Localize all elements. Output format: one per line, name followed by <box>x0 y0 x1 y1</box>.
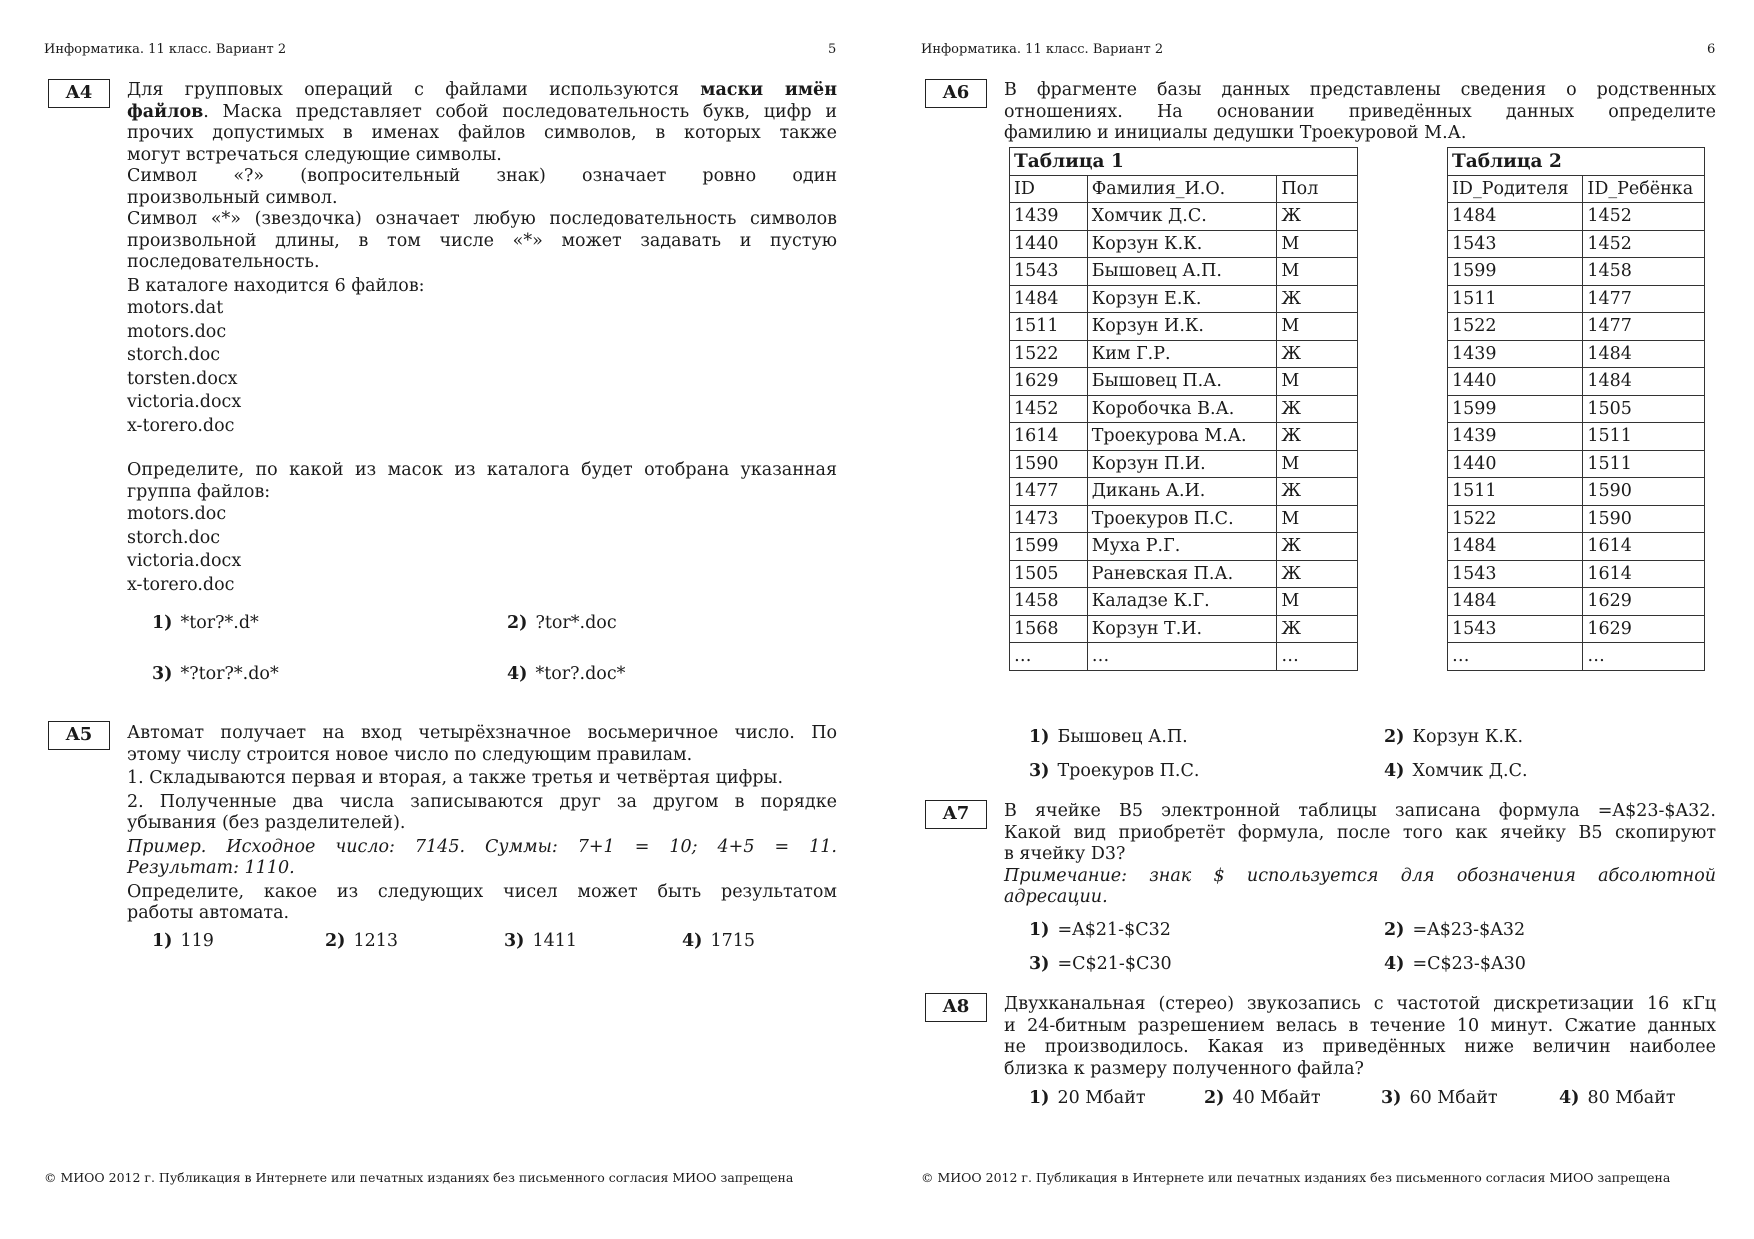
table-cell: 1477 <box>1583 313 1705 341</box>
table-row <box>1010 643 1358 671</box>
table-cell: 1440 <box>1448 450 1583 478</box>
table-row <box>1010 505 1358 533</box>
task-a5-text <box>127 723 837 925</box>
a6-option-3[interactable] <box>1029 761 1199 781</box>
table-cell: Бышовец П.А. <box>1087 368 1277 396</box>
table-cell: 1439 <box>1448 423 1583 451</box>
option-number: 3) <box>1029 761 1050 781</box>
table-cell: 1477 <box>1010 478 1088 506</box>
table-cell: 1629 <box>1583 588 1705 616</box>
option-number: 3) <box>1381 1088 1402 1108</box>
a5-option-2[interactable] <box>325 931 398 951</box>
option-text: ?tor*.doc <box>535 613 617 633</box>
table-row <box>1448 203 1705 231</box>
a5-option-3[interactable] <box>504 931 577 951</box>
option-number: 1) <box>1029 727 1050 747</box>
option-number: 1) <box>1029 1088 1050 1108</box>
a8-option-1[interactable] <box>1029 1088 1146 1108</box>
option-text: 60 Мбайт <box>1409 1088 1498 1108</box>
a5-rule-2-line-2: убывания (без разделителей). <box>127 813 406 833</box>
table-cell: 1458 <box>1010 588 1088 616</box>
table-row <box>1448 258 1705 286</box>
table-cell: Корзун И.К. <box>1087 313 1277 341</box>
table-cell: 1614 <box>1583 533 1705 561</box>
task-tag-a7: A7 <box>925 800 987 829</box>
a4-intro-text-2: . Маска представляет собой последовательность букв, цифр и <box>203 101 837 122</box>
option-number: 3) <box>152 664 173 684</box>
table-row <box>1448 285 1705 313</box>
table-row <box>1010 423 1358 451</box>
a7-line-2: Какой вид приобретёт формула, после того как ячейку B5 скопируют <box>1004 822 1716 843</box>
a4-option-4[interactable] <box>507 664 625 684</box>
table-row <box>1448 423 1705 451</box>
table-cell: 1473 <box>1010 505 1088 533</box>
table-row <box>1010 285 1358 313</box>
a7-option-1[interactable] <box>1029 920 1171 940</box>
selected-file-item: x-torero.doc <box>127 574 235 595</box>
page-header: Информатика. 11 класс. Вариант 2 <box>921 42 1164 57</box>
a4-catalog-intro: В каталоге находится 6 файлов: <box>127 275 425 296</box>
a5-question-line-1: Определите, какое из следующих чисел может быть результатом <box>127 881 837 902</box>
option-number: 4) <box>1384 761 1405 781</box>
a4-intro-line-2 <box>127 102 837 124</box>
table-2 <box>1447 147 1705 671</box>
table-cell: Ким Г.Р. <box>1087 340 1277 368</box>
table-cell: Ж <box>1277 423 1358 451</box>
table-cell: 1599 <box>1010 533 1088 561</box>
column-header: Пол <box>1277 175 1358 203</box>
a4-intro-line-3: прочих допустимых в именах файлов символов, в которых также <box>127 123 837 143</box>
option-text: 80 Мбайт <box>1587 1088 1676 1108</box>
table-row <box>1448 560 1705 588</box>
a4-intro-line-4: могут встречаться следующие символы. <box>127 144 502 165</box>
option-number: 2) <box>507 613 528 633</box>
table-cell: Ж <box>1277 533 1358 561</box>
table-cell: Каладзе К.Г. <box>1087 588 1277 616</box>
option-number: 3) <box>1029 954 1050 974</box>
table-1 <box>1009 147 1358 671</box>
option-text: 119 <box>180 931 214 951</box>
column-header: Фамилия_И.О. <box>1087 175 1277 203</box>
table-cell: 1505 <box>1010 560 1088 588</box>
table-cell: 1511 <box>1448 478 1583 506</box>
a5-example-line-2: Результат: 1110. <box>127 858 295 878</box>
a7-option-3[interactable] <box>1029 954 1172 974</box>
table-header-row <box>1448 175 1705 203</box>
table-cell: 1484 <box>1583 340 1705 368</box>
selected-file-item: motors.doc <box>127 504 227 524</box>
table-cell: 1440 <box>1010 230 1088 258</box>
a4-star-line-1: Символ «*» (звездочка) означает любую последовательность символов <box>127 209 837 229</box>
a4-qmark-line-1: Символ «?» (вопросительный знак) означает ровно один <box>127 166 837 186</box>
task-a4-text <box>127 80 837 597</box>
task-tag-a8: A8 <box>925 993 987 1022</box>
table-cell: М <box>1277 313 1358 341</box>
table-row <box>1448 340 1705 368</box>
a4-question-line-1: Определите, по какой из масок из каталога будет отобрана указанная <box>127 460 837 480</box>
table-cell: 1599 <box>1448 258 1583 286</box>
option-text: =C$23-$A30 <box>1412 954 1526 974</box>
a4-option-3[interactable] <box>152 664 279 684</box>
table-cell: 1543 <box>1448 615 1583 643</box>
table-cell: Троекуров П.С. <box>1087 505 1277 533</box>
table-cell: 1439 <box>1010 203 1088 231</box>
a4-option-2[interactable] <box>507 613 617 633</box>
file-item: motors.doc <box>127 321 227 342</box>
option-text: Бышовец А.П. <box>1057 727 1188 747</box>
table-cell: 1484 <box>1010 285 1088 313</box>
table-cell: Ж <box>1277 560 1358 588</box>
option-number: 1) <box>152 931 173 951</box>
a4-intro-bold-2: файлов <box>127 101 204 122</box>
column-header: ID_Ребёнка <box>1583 175 1705 203</box>
task-a8-text <box>1004 994 1716 1080</box>
table-cell: 1484 <box>1448 588 1583 616</box>
option-text: 20 Мбайт <box>1057 1088 1146 1108</box>
table-cell: 1511 <box>1448 285 1583 313</box>
table-cell: М <box>1277 588 1358 616</box>
table-cell: Корзун Т.И. <box>1087 615 1277 643</box>
option-number: 2) <box>1384 920 1405 940</box>
table-cell: … <box>1277 643 1358 671</box>
table-cell: 1614 <box>1010 423 1088 451</box>
page-number: 5 <box>828 42 837 57</box>
table-cell: 1543 <box>1010 258 1088 286</box>
a6-line-2: отношениях. На основании приведённых данных определите <box>1004 101 1716 122</box>
file-item: x-torero.doc <box>127 415 235 436</box>
table-row <box>1010 615 1358 643</box>
table-cell: 1440 <box>1448 368 1583 396</box>
table-cell: 1568 <box>1010 615 1088 643</box>
option-text: *tor?.doc* <box>535 664 626 684</box>
table-cell: М <box>1277 505 1358 533</box>
a5-option-1[interactable] <box>152 931 214 951</box>
option-text: Корзун К.К. <box>1412 727 1524 747</box>
a5-rule-2-line-1: 2. Полученные два числа записываются друг за другом в порядке <box>127 791 837 812</box>
a8-line-4: близка к размеру полученного файла? <box>1004 1058 1364 1079</box>
table-row <box>1010 340 1358 368</box>
option-text: 1411 <box>532 931 578 951</box>
a6-line-3: фамилию и инициалы дедушки Троекуровой М.А. <box>1004 123 1467 143</box>
table-cell: Ж <box>1277 395 1358 423</box>
a4-file-list <box>127 297 837 438</box>
a8-option-2[interactable] <box>1204 1088 1321 1108</box>
a4-star-line-2: произвольной длины, в том числе «*» может задавать и пустую <box>127 230 837 251</box>
a7-line-3: в ячейку D3? <box>1004 844 1126 864</box>
column-header: ID_Родителя <box>1448 175 1583 203</box>
a8-option-4[interactable] <box>1559 1088 1676 1108</box>
a7-line-1: В ячейке B5 электронной таблицы записана формула =A$23-$A32. <box>1004 801 1716 821</box>
a5-question-line-2: работы автомата. <box>127 903 290 923</box>
table-row <box>1010 588 1358 616</box>
table-cell: … <box>1448 643 1583 671</box>
table-row <box>1010 368 1358 396</box>
table-cell: 1511 <box>1583 423 1705 451</box>
table-row <box>1448 505 1705 533</box>
option-number: 4) <box>507 664 528 684</box>
table-cell: 1484 <box>1583 368 1705 396</box>
table-cell: Раневская П.А. <box>1087 560 1277 588</box>
option-text: =C$21-$C30 <box>1057 954 1172 974</box>
option-text: =A$21-$C32 <box>1057 920 1171 940</box>
file-item: storch.doc <box>127 345 221 365</box>
table-row <box>1448 395 1705 423</box>
a5-rule-1: 1. Складываются первая и вторая, а также третья и четвёртая цифры. <box>127 768 784 788</box>
table-cell: 1590 <box>1010 450 1088 478</box>
table-cell: Корзун К.К. <box>1087 230 1277 258</box>
table-cell: 1522 <box>1010 340 1088 368</box>
column-header: ID <box>1010 175 1088 203</box>
option-text: *?tor?*.do* <box>180 664 279 684</box>
option-text: Троекуров П.С. <box>1057 761 1200 781</box>
table-cell: 1505 <box>1583 395 1705 423</box>
a4-selected-list <box>127 503 837 597</box>
table-row <box>1448 313 1705 341</box>
table-cell: 1452 <box>1010 395 1088 423</box>
table-row <box>1010 478 1358 506</box>
page-footer: © МИОО 2012 г. Публикация в Интернете или печатных изданиях без письменного согласия МИОО запрещена <box>921 1170 1671 1185</box>
table-cell: Корзун П.И. <box>1087 450 1277 478</box>
table-title: Таблица 1 <box>1010 148 1358 176</box>
table-cell: … <box>1087 643 1277 671</box>
table-cell: Ж <box>1277 478 1358 506</box>
table-cell: 1543 <box>1448 230 1583 258</box>
table-cell: … <box>1010 643 1088 671</box>
option-number: 2) <box>1204 1088 1225 1108</box>
table-cell: Корзун Е.К. <box>1087 285 1277 313</box>
table-row <box>1448 533 1705 561</box>
table-cell: 1484 <box>1448 203 1583 231</box>
table-cell: 1452 <box>1583 230 1705 258</box>
table-cell: 1629 <box>1010 368 1088 396</box>
option-number: 4) <box>682 931 703 951</box>
table-row <box>1010 203 1358 231</box>
file-item: torsten.docx <box>127 368 238 389</box>
task-tag-a5: A5 <box>48 721 110 750</box>
table-cell: 1511 <box>1010 313 1088 341</box>
table-row <box>1448 643 1705 671</box>
a6-option-2[interactable] <box>1384 727 1523 747</box>
table-cell: М <box>1277 230 1358 258</box>
table-cell: 1452 <box>1583 203 1705 231</box>
option-number: 3) <box>504 931 525 951</box>
table-cell: Троекурова М.А. <box>1087 423 1277 451</box>
a4-qmark-line-2: произвольный символ. <box>127 187 338 208</box>
table-cell: Хомчик Д.С. <box>1087 203 1277 231</box>
a4-star-line-3: последовательность. <box>127 252 320 272</box>
a7-note-line-2: адресации. <box>1004 887 1108 907</box>
selected-file-item: victoria.docx <box>127 551 242 571</box>
table-cell: … <box>1583 643 1705 671</box>
table-cell: Ж <box>1277 285 1358 313</box>
table-cell: Ж <box>1277 203 1358 231</box>
table-cell: М <box>1277 258 1358 286</box>
a7-option-4[interactable] <box>1384 954 1526 974</box>
a8-option-3[interactable] <box>1381 1088 1498 1108</box>
table-header-row <box>1010 175 1358 203</box>
table-title: Таблица 2 <box>1448 148 1705 176</box>
table-cell: 1477 <box>1583 285 1705 313</box>
a6-option-4[interactable] <box>1384 761 1528 781</box>
a5-line-1: Автомат получает на вход четырёхзначное восьмеричное число. По <box>127 723 837 743</box>
a4-intro-text: Для групповых операций с файлами используются <box>127 80 679 100</box>
table-row <box>1448 450 1705 478</box>
table-cell: 1522 <box>1448 313 1583 341</box>
page-footer: © МИОО 2012 г. Публикация в Интернете или печатных изданиях без письменного согласия МИОО запрещена <box>44 1170 794 1185</box>
file-item: motors.dat <box>127 298 224 318</box>
table-cell: Ж <box>1277 615 1358 643</box>
table-cell: 1629 <box>1583 615 1705 643</box>
a8-line-1: Двухканальная (стерео) звукозапись с частотой дискретизации 16 кГц <box>1004 994 1716 1014</box>
table-row <box>1010 533 1358 561</box>
table-cell: Дикань А.И. <box>1087 478 1277 506</box>
a4-intro-line-1 <box>127 80 837 102</box>
option-number: 1) <box>1029 920 1050 940</box>
option-text: 40 Мбайт <box>1232 1088 1321 1108</box>
table-row <box>1448 478 1705 506</box>
page-header: Информатика. 11 класс. Вариант 2 <box>44 42 287 57</box>
table-cell: М <box>1277 368 1358 396</box>
table-row <box>1448 230 1705 258</box>
table-cell: 1590 <box>1583 478 1705 506</box>
a5-line-2: этому числу строится новое число по следующим правилам. <box>127 744 693 765</box>
table-cell: 1543 <box>1448 560 1583 588</box>
table-row <box>1010 560 1358 588</box>
table-cell: 1590 <box>1583 505 1705 533</box>
table-row <box>1448 368 1705 396</box>
task-a7-text <box>1004 801 1716 909</box>
option-number: 1) <box>152 613 173 633</box>
table-cell: 1458 <box>1583 258 1705 286</box>
option-text: *tor?*.d* <box>180 613 259 633</box>
task-a6-text <box>1004 80 1716 145</box>
a8-line-2: и 24-битным разрешением велась в течение 10 минут. Сжатие данных <box>1004 1015 1716 1036</box>
table-cell: Муха Р.Г. <box>1087 533 1277 561</box>
table-row <box>1010 395 1358 423</box>
page-number: 6 <box>1707 42 1716 57</box>
option-number: 2) <box>325 931 346 951</box>
a5-option-4[interactable] <box>682 931 755 951</box>
option-number: 2) <box>1384 727 1405 747</box>
table-cell: Бышовец А.П. <box>1087 258 1277 286</box>
a4-intro-bold: маски имён <box>700 80 837 100</box>
a4-question-line-2: группа файлов: <box>127 481 271 502</box>
table-cell: Ж <box>1277 340 1358 368</box>
selected-file-item: storch.doc <box>127 527 221 548</box>
a5-example-line-1: Пример. Исходное число: 7145. Суммы: 7+1 = 10; 4+5 = 11. <box>127 836 837 857</box>
table-row <box>1448 615 1705 643</box>
table-cell: 1522 <box>1448 505 1583 533</box>
table-row <box>1010 258 1358 286</box>
table-cell: 1484 <box>1448 533 1583 561</box>
a7-note-line-1: Примечание: знак $ используется для обозначения абсолютной <box>1004 865 1716 886</box>
table-row <box>1010 313 1358 341</box>
option-text: 1715 <box>710 931 756 951</box>
table-cell: М <box>1277 450 1358 478</box>
a7-option-2[interactable] <box>1384 920 1525 940</box>
option-text: =A$23-$A32 <box>1412 920 1526 940</box>
a8-line-3: не производилось. Какая из приведённых ниже величин наиболее <box>1004 1037 1716 1057</box>
a6-option-1[interactable] <box>1029 727 1188 747</box>
table-cell: Коробочка В.А. <box>1087 395 1277 423</box>
table-cell: 1439 <box>1448 340 1583 368</box>
table-row <box>1448 588 1705 616</box>
option-number: 4) <box>1384 954 1405 974</box>
table-cell: 1614 <box>1583 560 1705 588</box>
page-6 <box>877 0 1754 1239</box>
option-text: 1213 <box>353 931 399 951</box>
a6-line-1: В фрагменте базы данных представлены сведения о родственных <box>1004 80 1716 100</box>
option-text: Хомчик Д.С. <box>1412 761 1528 781</box>
file-item: victoria.docx <box>127 392 242 412</box>
option-number: 4) <box>1559 1088 1580 1108</box>
table-row <box>1010 450 1358 478</box>
table-row <box>1010 230 1358 258</box>
task-tag-a4: A4 <box>48 79 110 108</box>
a4-option-1[interactable] <box>152 613 259 633</box>
table-cell: 1599 <box>1448 395 1583 423</box>
task-tag-a6: A6 <box>925 79 987 108</box>
table-cell: 1511 <box>1583 450 1705 478</box>
